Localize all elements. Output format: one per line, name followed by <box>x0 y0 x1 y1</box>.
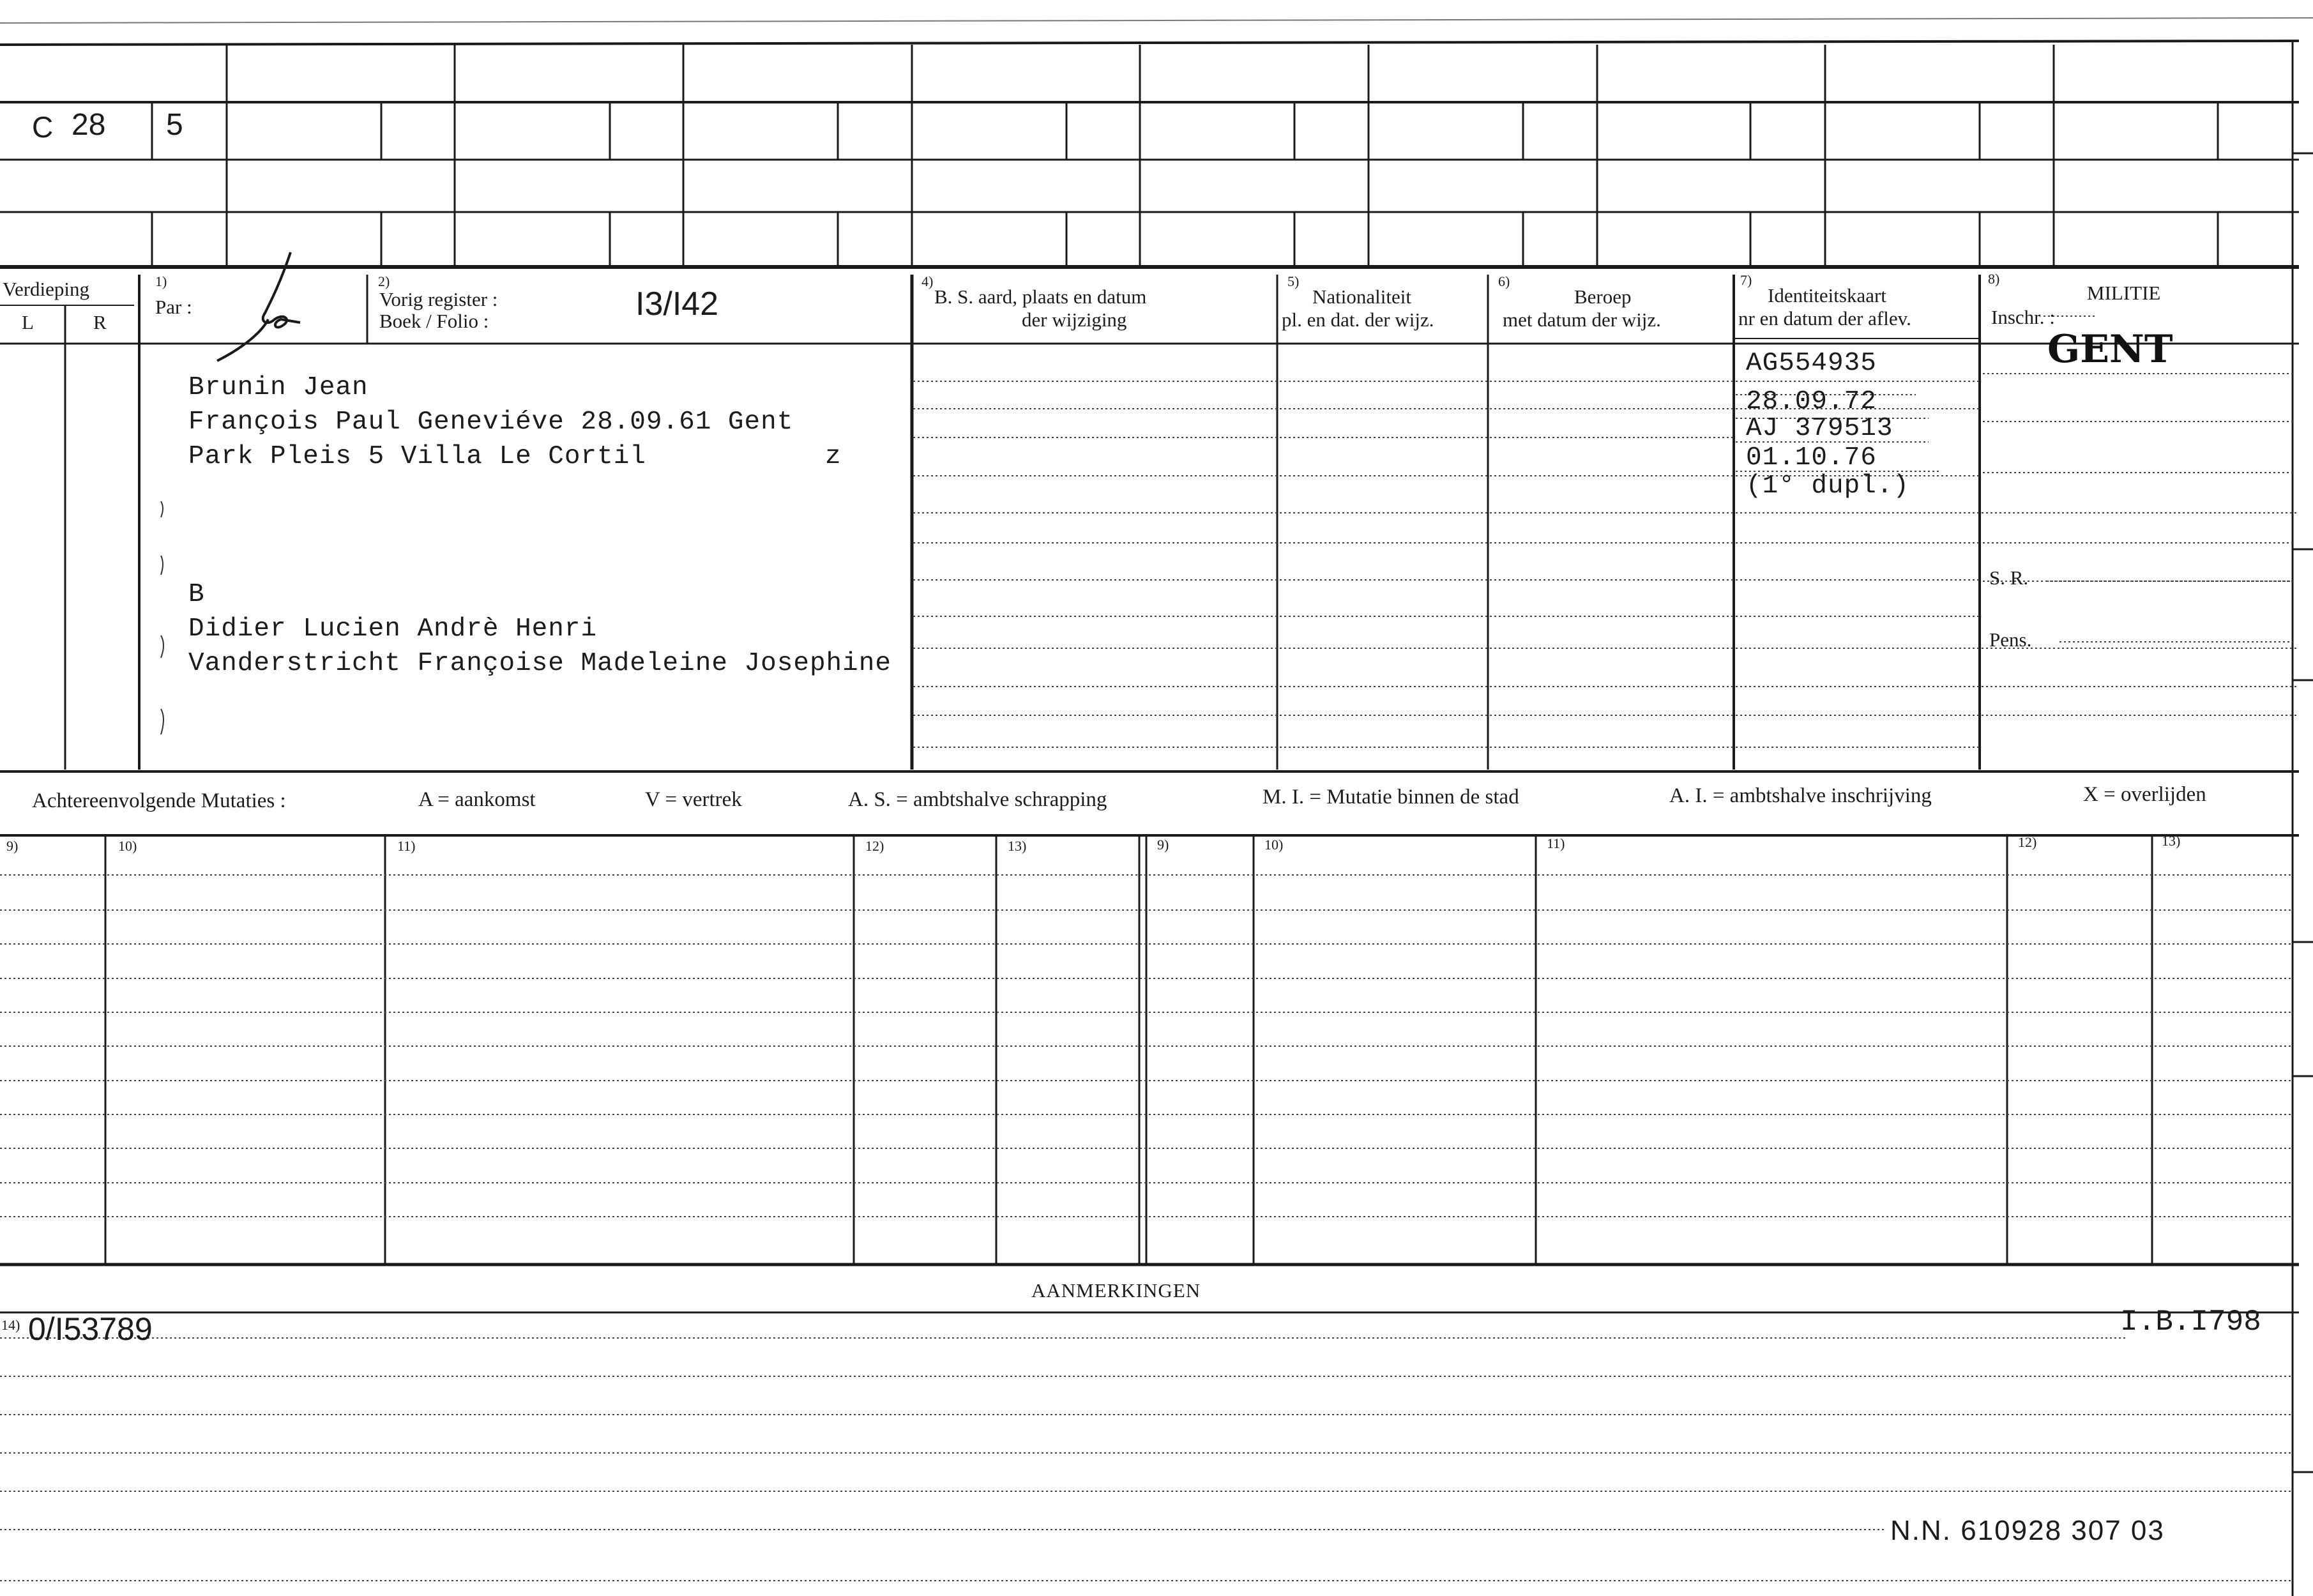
field-number: 14) <box>1 1317 20 1333</box>
remarks-entry: 0/I53789 <box>28 1311 153 1347</box>
col-r-label: R <box>93 311 107 333</box>
vorig-register-label: Vorig register : <box>379 288 498 310</box>
mutation-col-number: 13) <box>2162 833 2181 849</box>
beroep-label-line1: Beroep <box>1574 285 1632 308</box>
mutation-legend-item: M. I. = Mutatie binnen de stad <box>1263 786 1519 809</box>
identiteitskaart-label-line2: nr en datum der aflev. <box>1738 307 1911 330</box>
person-parents-birth: François Paul Geneviéve 28.09.61 Gent <box>188 407 794 437</box>
mutation-col-number: 12) <box>865 838 884 854</box>
field-number: 4) <box>921 273 934 289</box>
verdieping-label: Verdieping <box>3 278 90 300</box>
person-mark-z: z <box>825 442 842 471</box>
id-card-date: 28.09.72 <box>1746 387 1877 416</box>
mutation-col-number: 10) <box>1264 837 1284 853</box>
nationaliteit-label-line2: pl. en dat. der wijz. <box>1282 308 1434 331</box>
person-mark-b: B <box>188 580 205 609</box>
mutation-col-number: 12) <box>2018 834 2037 850</box>
sr-label: S. R. <box>1989 566 2029 589</box>
bs-label-line1: B. S. aard, plaats en datum <box>934 285 1147 308</box>
bs-label-line2: der wijziging <box>1022 308 1127 331</box>
mutation-legend-item: A. S. = ambtshalve schrapping <box>848 788 1107 811</box>
id-card-note: (1° dupl.) <box>1746 471 1910 501</box>
mutation-legend-item: X = overlijden <box>2083 783 2206 806</box>
field-number: 6) <box>1498 273 1510 289</box>
field-number: 8) <box>1988 271 2000 287</box>
remarks-title: AANMERKINGEN <box>1031 1279 1201 1302</box>
identiteitskaart-label-line1: Identiteitskaart <box>1768 284 1886 307</box>
mutation-col-number: 11) <box>1547 835 1565 851</box>
mutation-legend-item: A = aankomst <box>418 788 536 811</box>
militie-label: MILITIE <box>2087 282 2161 304</box>
top-code-num: 28 <box>72 108 106 142</box>
person-address: Park Pleis 5 Villa Le Cortil <box>188 442 646 471</box>
field-number: 7) <box>1740 272 1752 288</box>
beroep-label-line2: met datum der wijz. <box>1503 308 1661 331</box>
top-code-sub: 5 <box>166 108 183 142</box>
mutation-col-number: 13) <box>1008 838 1027 854</box>
mutation-col-number: 9) <box>6 838 19 854</box>
register-value: I3/I42 <box>635 285 719 323</box>
field-number: 1) <box>155 273 167 289</box>
pens-label: Pens. <box>1989 628 2032 651</box>
id-card-number: AG554935 <box>1746 349 1877 378</box>
mutation-col-number: 9) <box>1157 837 1169 853</box>
nationaliteit-label-line1: Nationaliteit <box>1312 285 1411 308</box>
boek-folio-label: Boek / Folio : <box>379 310 489 332</box>
national-number: N.N. 610928 307 03 <box>1890 1515 2165 1546</box>
id-card-number: AJ 379513 <box>1746 414 1893 443</box>
top-code-c: C <box>32 110 54 144</box>
mutation-legend-item: V = vertrek <box>645 788 742 811</box>
field-number: 5) <box>1287 273 1300 289</box>
person-spouse-family: Vanderstricht Françoise Madeleine Josephine <box>188 649 891 678</box>
field-number: 2) <box>378 273 390 289</box>
remarks-reference: I.B.I798 <box>2120 1305 2261 1339</box>
id-card-date: 01.10.76 <box>1746 443 1877 473</box>
mutations-label: Achtereenvolgende Mutaties : <box>32 789 286 812</box>
par-label: Par : <box>155 296 192 318</box>
mutation-legend-item: A. I. = ambtshalve inschrijving <box>1669 784 1932 807</box>
inschr-label: Inschr. : <box>1991 306 2055 328</box>
gent-stamp: GENT <box>2047 327 2173 372</box>
person-spouse-name: Didier Lucien Andrè Henri <box>188 614 598 644</box>
person-name: Brunin Jean <box>188 373 368 402</box>
col-l-label: L <box>22 311 34 333</box>
mutation-col-number: 10) <box>118 838 137 854</box>
mutation-col-number: 11) <box>397 838 416 854</box>
